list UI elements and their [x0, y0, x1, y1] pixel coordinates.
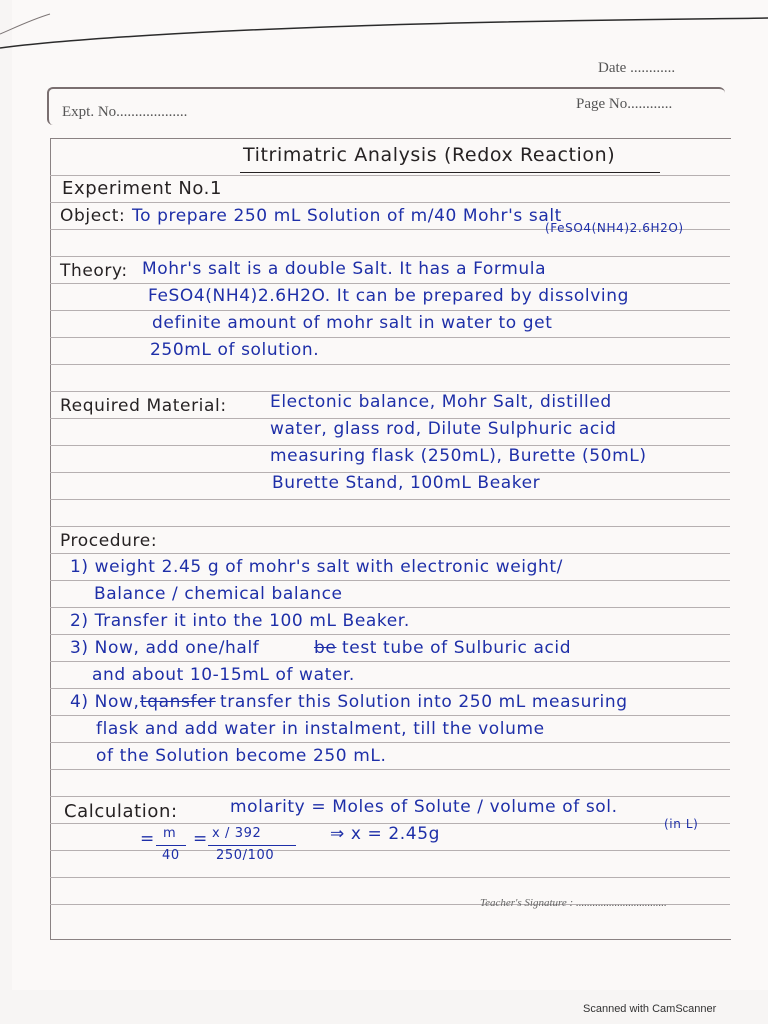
procedure-line: 1) weight 2.45 g of mohr's salt with electronic weight/ — [70, 557, 563, 577]
theory-line: definite amount of mohr salt in water to get — [152, 313, 553, 333]
experiment-heading: Experiment No.1 — [62, 178, 223, 199]
procedure-line: test tube of Sulburic acid — [342, 638, 572, 658]
materials-line: water, glass rod, Dilute Sulphuric acid — [270, 419, 617, 439]
date-field: Date ............ — [598, 60, 676, 76]
teacher-signature: Teacher's Signature : ................................. — [480, 897, 667, 909]
theory-line: FeSO4(NH4)2.6H2O. It can be prepared by dissolving — [148, 286, 629, 306]
fraction-2-denominator: 250/100 — [216, 848, 275, 863]
eq-middle: = — [193, 829, 208, 849]
procedure-line: 4) Now, — [70, 692, 140, 712]
object-label: Object: — [60, 206, 126, 226]
object-formula: (FeSO4(NH4)2.6H2O) — [545, 221, 684, 235]
fraction-1-bar — [156, 845, 186, 846]
calculation-formula: molarity = Moles of Solute / volume of sol. — [230, 797, 618, 817]
calculation-label: Calculation: — [64, 801, 178, 822]
camscanner-watermark: Scanned with CamScanner — [583, 1003, 717, 1015]
theory-line: 250mL of solution. — [150, 340, 320, 360]
procedure-label: Procedure: — [60, 531, 158, 551]
page-curl-edge — [0, 0, 768, 60]
materials-line: Electonic balance, Mohr Salt, distilled — [270, 392, 612, 412]
fraction-2-numerator: x / 392 — [212, 826, 262, 841]
procedure-line: flask and add water in instalment, till the volume — [96, 719, 545, 739]
theory-line: Mohr's salt is a double Salt. It has a Formula — [142, 259, 547, 279]
page-no-field: Page No............ — [576, 96, 673, 112]
fraction-1-denominator: 40 — [162, 848, 180, 863]
calculation-unit: (in L) — [664, 817, 699, 831]
expt-no-field: Expt. No................... — [62, 104, 188, 120]
procedure-line: transfer this Solution into 250 mL measuring — [220, 692, 628, 712]
procedure-line: and about 10-15mL of water. — [92, 665, 355, 685]
object-text: To prepare 250 mL Solution of m/40 Mohr's salt — [132, 206, 562, 226]
procedure-line: 3) Now, add one/half — [70, 638, 260, 658]
fraction-2-bar — [208, 845, 296, 846]
title-underline — [240, 172, 660, 173]
struck-word: be — [314, 638, 337, 658]
theory-label: Theory: — [60, 261, 128, 281]
struck-word: tqansfer — [140, 692, 216, 712]
procedure-line: Balance / chemical balance — [94, 584, 343, 604]
materials-label: Required Material: — [60, 396, 227, 416]
procedure-line: 2) Transfer it into the 100 mL Beaker. — [70, 611, 410, 631]
calculation-result: ⇒ x = 2.45g — [330, 824, 441, 844]
materials-line: measuring flask (250mL), Burette (50mL) — [270, 446, 647, 466]
eq-prefix: = — [140, 829, 155, 849]
materials-line: Burette Stand, 100mL Beaker — [272, 473, 541, 493]
page-title: Titrimatric Analysis (Redox Reaction) — [243, 144, 616, 166]
fraction-1-numerator: m — [163, 826, 177, 841]
procedure-line: of the Solution become 250 mL. — [96, 746, 387, 766]
